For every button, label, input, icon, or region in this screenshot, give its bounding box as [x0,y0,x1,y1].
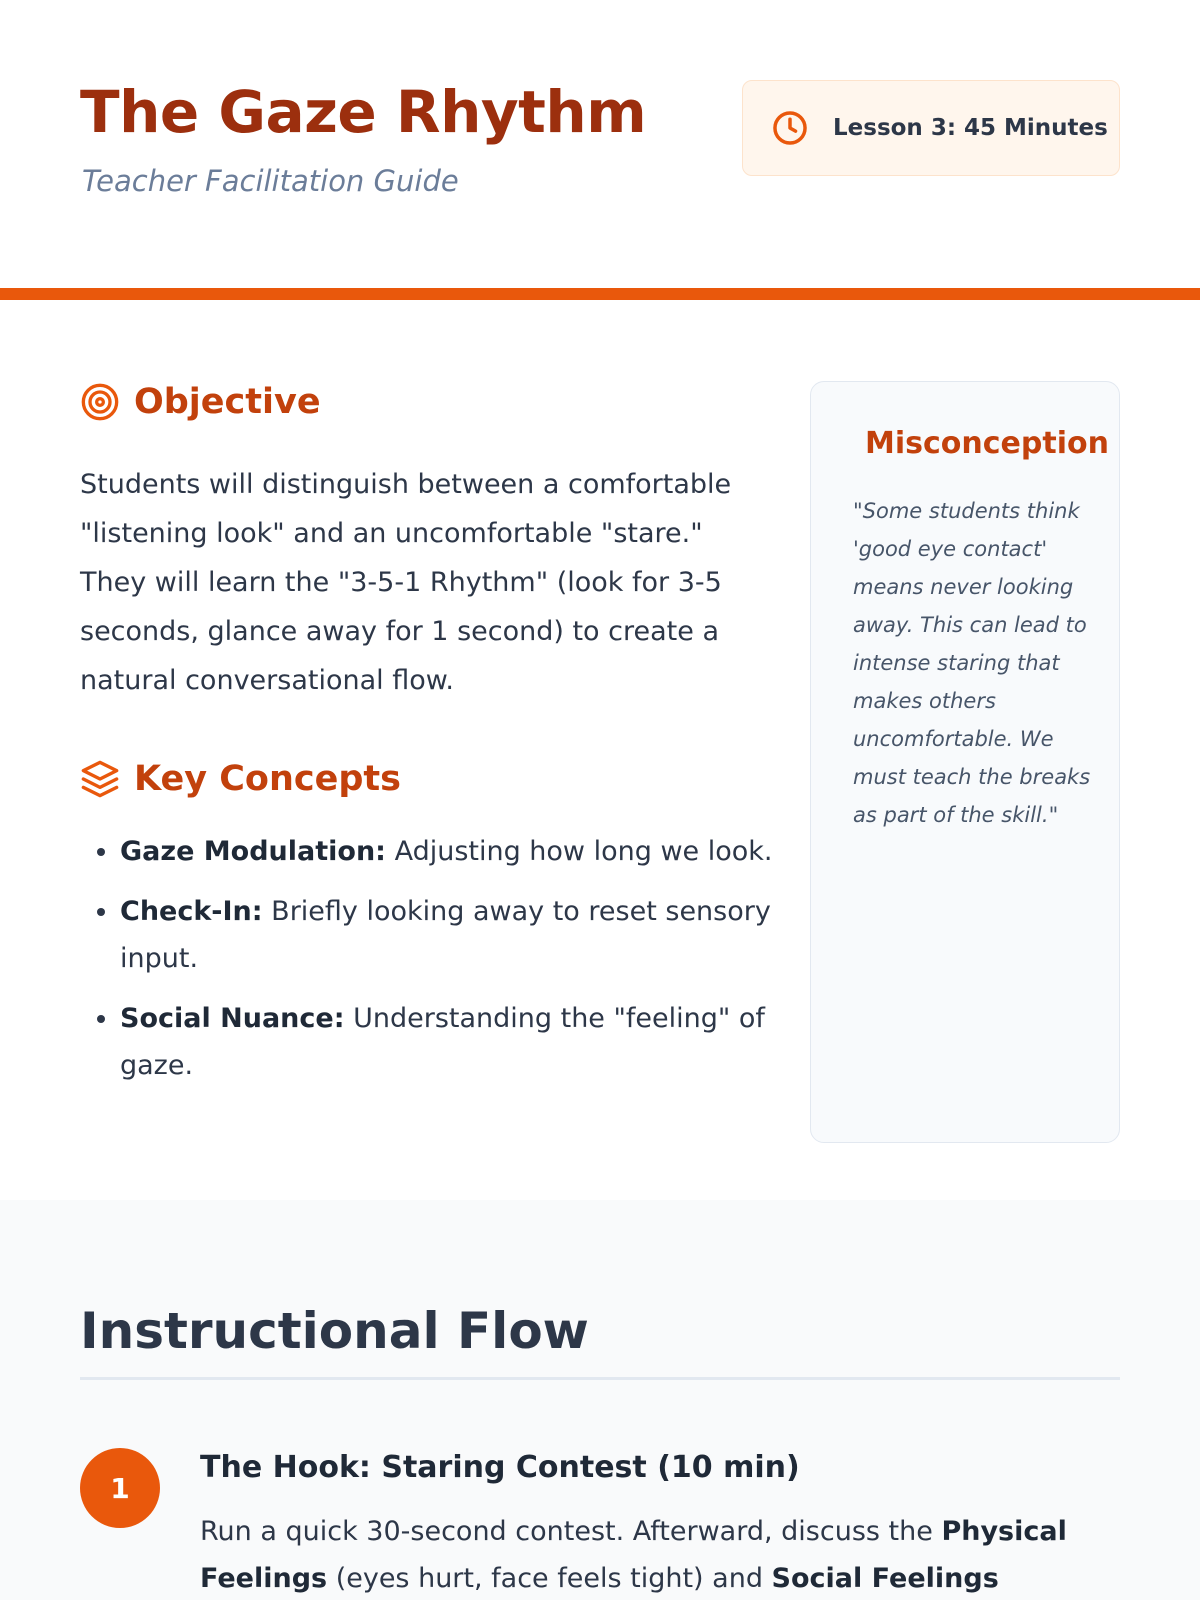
objective-text: Students will distinguish between a comfortable "listening look" and an uncomfortable "stare." They will learn the "3-5-1 Rhythm" (look for 3-5 seconds, glance away for 1 second) to create a natural conversational flow. [80,469,732,696]
list-item [120,828,800,875]
instructional-flow-heading: Instructional Flow [80,1302,589,1360]
key-concepts-heading: Key Concepts [134,759,401,799]
clock-icon [771,109,809,147]
step-description-text: Run a quick 30-second contest. Afterward, discuss the [200,1516,942,1547]
concept-definition: Understanding the "feeling" of gaze. [120,1003,765,1081]
step-description [200,1508,1100,1602]
section-divider [80,1377,1120,1380]
instructional-flow-section [0,1200,1200,1600]
concept-term: Gaze Modulation: [120,836,386,867]
concept-term: Check-In: [120,896,263,927]
lesson-overview [0,300,1200,1200]
concept-definition: Briefly looking away to reset sensory input. [120,896,771,974]
concept-term: Social Nuance: [120,1003,345,1034]
step-description-emphasis: Social Feelings [771,1563,999,1594]
misconception-heading: Misconception [865,426,1109,461]
key-concepts-list [80,828,800,1102]
page-title: The Gaze Rhythm [80,78,647,146]
layers-icon [80,759,120,799]
misconception-card [810,381,1120,1143]
key-concepts-heading-row [80,759,401,799]
step-description-emphasis: Physical Feelings [200,1516,1067,1594]
page-header [0,0,1200,288]
target-icon [80,382,120,422]
step-title: The Hook: Staring Contest (10 min) [200,1450,800,1485]
lesson-duration-label: Lesson 3: 45 Minutes [833,115,1108,141]
objective-heading-row [80,382,321,422]
list-item [120,888,800,982]
lesson-duration-badge [742,80,1120,176]
step-description-text: (eyes hurt, face feels tight) and [327,1563,772,1594]
list-item [120,995,800,1089]
objective-heading: Objective [134,382,321,422]
header-divider [0,288,1200,300]
step-number-badge: 1 [80,1448,160,1528]
misconception-quote: "Some students think 'good eye contact' means never looking away. This can lead to intense staring that makes others uncomfortable. We must teach the breaks as part of the skill." [853,499,1091,827]
concept-definition: Adjusting how long we look. [385,836,773,867]
page-subtitle: Teacher Facilitation Guide [82,164,459,198]
